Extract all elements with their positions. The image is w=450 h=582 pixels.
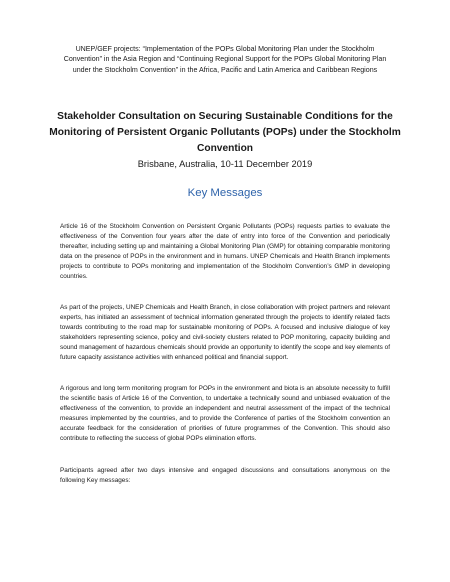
document-title: Stakeholder Consultation on Securing Sustainable Conditions for the Monitoring of Persistent Organic Pollutants (POPs) under the Stockholm Convention bbox=[49, 111, 401, 154]
event-location-date: Brisbane, Australia, 10-11 December 2019 bbox=[137, 159, 313, 169]
project-header: UNEP/GEF projects: “Implementation of the POPs Global Monitoring Plan under the Stockholm Convention” in the Asia Region and “Continuing Regional Support for the POPs Global Monitoring Plan under the Stockholm Convention” in the Africa, Pacific and Latin America and Caribbean Regions bbox=[63, 45, 387, 74]
paragraph-participants: Participants agreed after two days intensive and engaged discussions and consultations anonymous on the following Key messages: bbox=[60, 467, 390, 484]
paragraph-article-16: Article 16 of the Stockholm Convention on Persistent Organic Pollutants (POPs) requests parties to evaluate the effectiveness of the Convention four years after the date of entry into force of the Convention and periodically thereafter, including setting up and maintaining a Global Monitoring Plan (GMP) for obtaining comparable monitoring data on the presence of POPs in the environment and in humans. UNEP Chemicals and Health Branch implements projects to contribute to POPs monitoring and implementation of the Stockholm Convention’s GMP in developing countries. bbox=[60, 223, 390, 280]
paragraph-projects: As part of the projects, UNEP Chemicals and Health Branch, in close collaboration with project partners and relevant experts, has initiated an assessment of technical information generated through the projects to identify related facts towards contributing to the road map for sustainable monitoring of POPs. A focused and inclusive dialogue of key stakeholders representing science, policy and civil-society clusters related to POP monitoring, capacity building and sound management of hazardous chemicals should provide an opportunity to identify the scope and key elements of future capacity assistance activities with enhanced political and financial support. bbox=[60, 304, 390, 361]
paragraph-monitoring-program: A rigorous and long term monitoring program for POPs in the environment and biota is an absolute necessity to fulfill the scientific basis of Article 16 of the Convention, to undertake a technically sound and unbiased evaluation of the effectiveness of the convention, to provide an independent and neutral assessment of the impact of the technical measures implemented by the countries, and to provide the Conference of parties of the Stockholm convention an accurate feedback for the consideration of priorities of future programmes of the Convention. This should also contribute to reflecting the success of global POPs elimination efforts. bbox=[60, 385, 390, 442]
section-heading: Key Messages bbox=[187, 187, 263, 199]
